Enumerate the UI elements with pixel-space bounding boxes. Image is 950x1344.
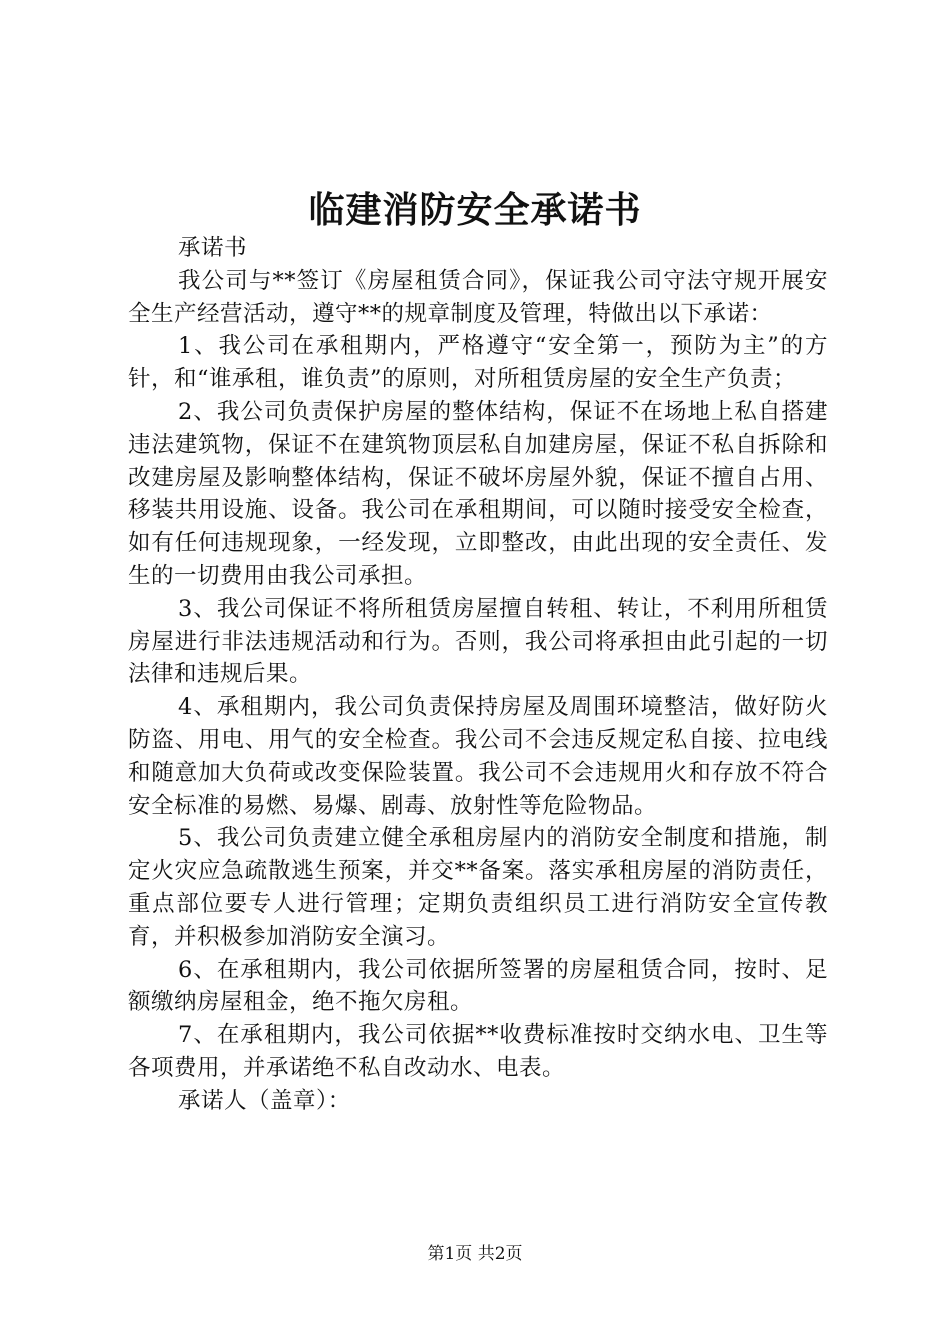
- document-title: 临建消防安全承诺书: [308, 189, 642, 231]
- clause-1-paragraph: 1、我公司在承租期内，严格遵守“安全第一，预防为主”的方针，和“谁承租，谁负责”的原则，对所租赁房屋的安全生产负责；: [128, 333, 828, 393]
- signature-line: 承诺人（盖章）：: [178, 1087, 351, 1114]
- intro-paragraph: 我公司与**签订《房屋租赁合同》，保证我公司守法守规开展安全生产经营活动，遵守**的规章制度及管理，特做出以下承诺：: [128, 267, 828, 327]
- heading-paragraph: 承诺书: [178, 235, 248, 261]
- clause-2-paragraph: 2、我公司负责保护房屋的整体结构，保证不在场地上私自搭建违法建筑物，保证不在建筑物顶层私自加建房屋，保证不私自拆除和改建房屋及影响整体结构，保证不破坏房屋外貌，保证不擅自占用、移装共用设施、设备。我公司在承租期间，可以随时接受安全检查，如有任何违规现象，一经发现，立即整改，由此出现的安全责任、发生的一切费用由我公司承担。: [128, 398, 828, 589]
- clause-5-paragraph: 5、我公司负责建立健全承租房屋内的消防安全制度和措施，制定火灾应急疏散逃生预案，并交**备案。落实承租房屋的消防责任，重点部位要专人进行管理；定期负责组织员工进行消防安全宣传教育，并积极参加消防安全演习。: [128, 825, 828, 950]
- document-body: [128, 232, 828, 1118]
- clause-7-paragraph: 7、在承租期内，我公司依据**收费标准按时交纳水电、卫生等各项费用，并承诺绝不私自改动水、电表。: [128, 1022, 828, 1081]
- page-number-footer: 第1页 共2页: [427, 1244, 523, 1264]
- clause-6-paragraph: 6、在承租期内，我公司依据所签署的房屋租赁合同，按时、足额缴纳房屋租金，绝不拖欠房租。: [128, 956, 828, 1016]
- clause-3-paragraph: 3、我公司保证不将所租赁房屋擅自转租、转让，不利用所租赁房屋进行非法违规活动和行为。否则，我公司将承担由此引起的一切法律和违规后果。: [128, 595, 828, 688]
- clause-4-paragraph: 4、承租期内，我公司负责保持房屋及周围环境整洁，做好防火防盗、用电、用气的安全检查。我公司不会违反规定私自接、拉电线和随意加大负荷或改变保险装置。我公司不会违规用火和存放不符合安全标准的易燃、易爆、剧毒、放射性等危险物品。: [128, 694, 828, 819]
